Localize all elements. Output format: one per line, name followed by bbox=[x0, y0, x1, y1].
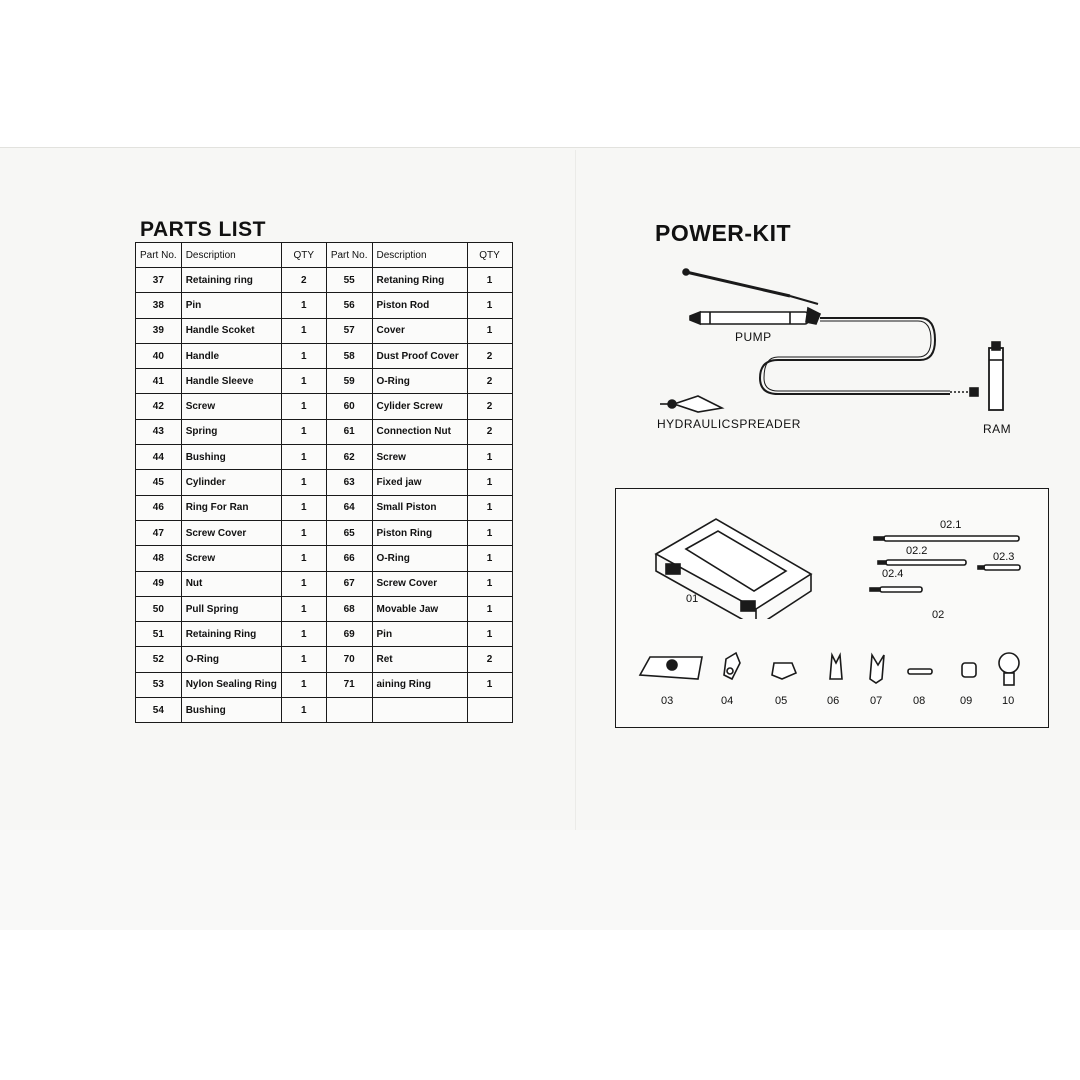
cell-description: Dust Proof Cover bbox=[372, 343, 467, 368]
cell-part-no: 67 bbox=[326, 571, 372, 596]
cell-part-no: 69 bbox=[326, 622, 372, 647]
cell-part-no: 56 bbox=[326, 293, 372, 318]
cell-part-no: 39 bbox=[136, 318, 182, 343]
cell-qty: 1 bbox=[281, 495, 326, 520]
parts-table bbox=[135, 242, 513, 723]
cell-part-no: 41 bbox=[136, 369, 182, 394]
cell-description: Ret bbox=[372, 647, 467, 672]
table-row bbox=[136, 495, 513, 520]
cell-qty: 1 bbox=[281, 571, 326, 596]
cell-description: Handle Scoket bbox=[181, 318, 281, 343]
table-row bbox=[136, 293, 513, 318]
cell-description: Movable Jaw bbox=[372, 596, 467, 621]
cell-description: Cylinder bbox=[181, 470, 281, 495]
cell-part-no: 70 bbox=[326, 647, 372, 672]
rods-label: 02 bbox=[932, 609, 945, 621]
cell-qty: 1 bbox=[281, 546, 326, 571]
part-05-label: 05 bbox=[775, 695, 788, 707]
cell-description: Retaning Ring bbox=[372, 268, 467, 293]
rod-1-label: 02.1 bbox=[940, 519, 962, 531]
cell-qty: 1 bbox=[467, 520, 512, 545]
header-qty: QTY bbox=[281, 243, 326, 268]
cell-qty: 1 bbox=[281, 369, 326, 394]
table-row bbox=[136, 394, 513, 419]
header-qty: QTY bbox=[467, 243, 512, 268]
table-row bbox=[136, 647, 513, 672]
cell-part-no: 42 bbox=[136, 394, 182, 419]
cell-description: Pin bbox=[372, 622, 467, 647]
cell-qty: 1 bbox=[281, 445, 326, 470]
page-fold bbox=[575, 150, 576, 830]
cell-description: Piston Rod bbox=[372, 293, 467, 318]
cell-description: Cylider Screw bbox=[372, 394, 467, 419]
cell-part-no: 48 bbox=[136, 546, 182, 571]
cell-qty: 2 bbox=[467, 419, 512, 444]
cell-part-no: 53 bbox=[136, 672, 182, 697]
cell-description: Handle Sleeve bbox=[181, 369, 281, 394]
header-part-no: Part No. bbox=[136, 243, 182, 268]
header-part-no: Part No. bbox=[326, 243, 372, 268]
cell-qty: 1 bbox=[467, 470, 512, 495]
cell-part-no: 49 bbox=[136, 571, 182, 596]
table-row bbox=[136, 419, 513, 444]
table-row bbox=[136, 343, 513, 368]
cell-qty: 1 bbox=[467, 268, 512, 293]
cell-description: Small Piston bbox=[372, 495, 467, 520]
cell-description: Cover bbox=[372, 318, 467, 343]
cell-qty: 1 bbox=[467, 571, 512, 596]
cell-description: Screw bbox=[181, 394, 281, 419]
cell-qty: 1 bbox=[281, 293, 326, 318]
cell-part-no: 58 bbox=[326, 343, 372, 368]
case-label: 01 bbox=[686, 593, 699, 605]
parts-list-title: PARTS LIST bbox=[140, 218, 266, 241]
part-07-label: 07 bbox=[870, 695, 883, 707]
table-header-row bbox=[136, 243, 513, 268]
hydraulic-system-diagram bbox=[650, 260, 1050, 440]
cell-part-no: 60 bbox=[326, 394, 372, 419]
cell-description: Handle bbox=[181, 343, 281, 368]
header-description: Description bbox=[372, 243, 467, 268]
cell-description: Pin bbox=[181, 293, 281, 318]
cell-qty: 1 bbox=[281, 622, 326, 647]
cell-qty: 1 bbox=[467, 546, 512, 571]
cell-qty: 1 bbox=[467, 318, 512, 343]
cell-description: Screw bbox=[181, 546, 281, 571]
part-04-label: 04 bbox=[721, 695, 734, 707]
cell-description: Screw Cover bbox=[181, 520, 281, 545]
cell-part-no: 54 bbox=[136, 698, 182, 723]
cell-qty: 1 bbox=[467, 672, 512, 697]
cell-part-no: 57 bbox=[326, 318, 372, 343]
table-row bbox=[136, 546, 513, 571]
cell-part-no: 55 bbox=[326, 268, 372, 293]
cell-qty: 2 bbox=[467, 369, 512, 394]
cell-description: Screw bbox=[372, 445, 467, 470]
cell-description: O-Ring bbox=[372, 546, 467, 571]
cell-description: Connection Nut bbox=[372, 419, 467, 444]
ram-label: RAM bbox=[983, 422, 1012, 436]
attachments-drawing bbox=[636, 649, 1036, 689]
table-row bbox=[136, 698, 513, 723]
cell-qty: 2 bbox=[467, 647, 512, 672]
cell-description: Bushing bbox=[181, 698, 281, 723]
cell-part-no: 65 bbox=[326, 520, 372, 545]
table-row bbox=[136, 672, 513, 697]
cell-part-no: 50 bbox=[136, 596, 182, 621]
pump-label: PUMP bbox=[735, 330, 772, 344]
table-row bbox=[136, 571, 513, 596]
cell-qty: 1 bbox=[281, 419, 326, 444]
paper-shadow bbox=[0, 830, 1080, 930]
cell-qty: 1 bbox=[281, 394, 326, 419]
header-description: Description bbox=[181, 243, 281, 268]
cell-description: Spring bbox=[181, 419, 281, 444]
cell-part-no: 61 bbox=[326, 419, 372, 444]
cell-description: O-Ring bbox=[372, 369, 467, 394]
table-row bbox=[136, 596, 513, 621]
cell-description: Nylon Sealing Ring bbox=[181, 672, 281, 697]
cell-part-no: 43 bbox=[136, 419, 182, 444]
table-row bbox=[136, 470, 513, 495]
power-kit-title: POWER-KIT bbox=[655, 220, 792, 246]
cell-qty: 1 bbox=[467, 596, 512, 621]
cell-qty: 1 bbox=[281, 343, 326, 368]
cell-part-no: 46 bbox=[136, 495, 182, 520]
part-03-label: 03 bbox=[661, 695, 674, 707]
cell-part-no: 44 bbox=[136, 445, 182, 470]
cell-qty: 1 bbox=[467, 293, 512, 318]
carrying-case-drawing bbox=[646, 509, 816, 619]
cell-part-no bbox=[326, 698, 372, 723]
table-row bbox=[136, 622, 513, 647]
cell-description: Pull Spring bbox=[181, 596, 281, 621]
cell-qty: 2 bbox=[467, 394, 512, 419]
cell-description: Screw Cover bbox=[372, 571, 467, 596]
hydraulic-spreader-label: HYDRAULICSPREADER bbox=[657, 417, 801, 431]
cell-part-no: 52 bbox=[136, 647, 182, 672]
cell-description: Piston Ring bbox=[372, 520, 467, 545]
cell-part-no: 51 bbox=[136, 622, 182, 647]
cell-qty: 1 bbox=[467, 622, 512, 647]
rod-4-label: 02.4 bbox=[882, 568, 904, 580]
cell-description: Retaining ring bbox=[181, 268, 281, 293]
extension-rods-drawing bbox=[866, 531, 1026, 596]
cell-description: Fixed jaw bbox=[372, 470, 467, 495]
cell-qty: 1 bbox=[281, 596, 326, 621]
table-row bbox=[136, 445, 513, 470]
cell-description: Nut bbox=[181, 571, 281, 596]
cell-qty: 1 bbox=[467, 495, 512, 520]
cell-part-no: 47 bbox=[136, 520, 182, 545]
part-06-label: 06 bbox=[827, 695, 840, 707]
cell-part-no: 71 bbox=[326, 672, 372, 697]
cell-description bbox=[372, 698, 467, 723]
cell-part-no: 62 bbox=[326, 445, 372, 470]
cell-part-no: 37 bbox=[136, 268, 182, 293]
cell-description: aining Ring bbox=[372, 672, 467, 697]
cell-part-no: 64 bbox=[326, 495, 372, 520]
rod-3-label: 02.3 bbox=[993, 551, 1015, 563]
cell-description: Bushing bbox=[181, 445, 281, 470]
kit-contents-box bbox=[615, 488, 1049, 728]
part-08-label: 08 bbox=[913, 695, 926, 707]
cell-part-no: 40 bbox=[136, 343, 182, 368]
table-row bbox=[136, 369, 513, 394]
table-row bbox=[136, 268, 513, 293]
cell-part-no: 38 bbox=[136, 293, 182, 318]
cell-part-no: 66 bbox=[326, 546, 372, 571]
parts-table-body bbox=[136, 268, 513, 723]
cell-qty: 2 bbox=[281, 268, 326, 293]
part-09-label: 09 bbox=[960, 695, 973, 707]
cell-qty bbox=[467, 698, 512, 723]
cell-qty: 1 bbox=[281, 470, 326, 495]
cell-qty: 1 bbox=[467, 445, 512, 470]
cell-qty: 1 bbox=[281, 647, 326, 672]
cell-qty: 1 bbox=[281, 698, 326, 723]
cell-part-no: 68 bbox=[326, 596, 372, 621]
cell-part-no: 59 bbox=[326, 369, 372, 394]
cell-part-no: 63 bbox=[326, 470, 372, 495]
table-row bbox=[136, 520, 513, 545]
cell-qty: 1 bbox=[281, 318, 326, 343]
table-row bbox=[136, 318, 513, 343]
cell-description: Retaining Ring bbox=[181, 622, 281, 647]
cell-description: O-Ring bbox=[181, 647, 281, 672]
cell-qty: 2 bbox=[467, 343, 512, 368]
cell-part-no: 45 bbox=[136, 470, 182, 495]
cell-qty: 1 bbox=[281, 520, 326, 545]
cell-description: Ring For Ran bbox=[181, 495, 281, 520]
rod-2-label: 02.2 bbox=[906, 545, 928, 557]
part-10-label: 10 bbox=[1002, 695, 1015, 707]
cell-qty: 1 bbox=[281, 672, 326, 697]
